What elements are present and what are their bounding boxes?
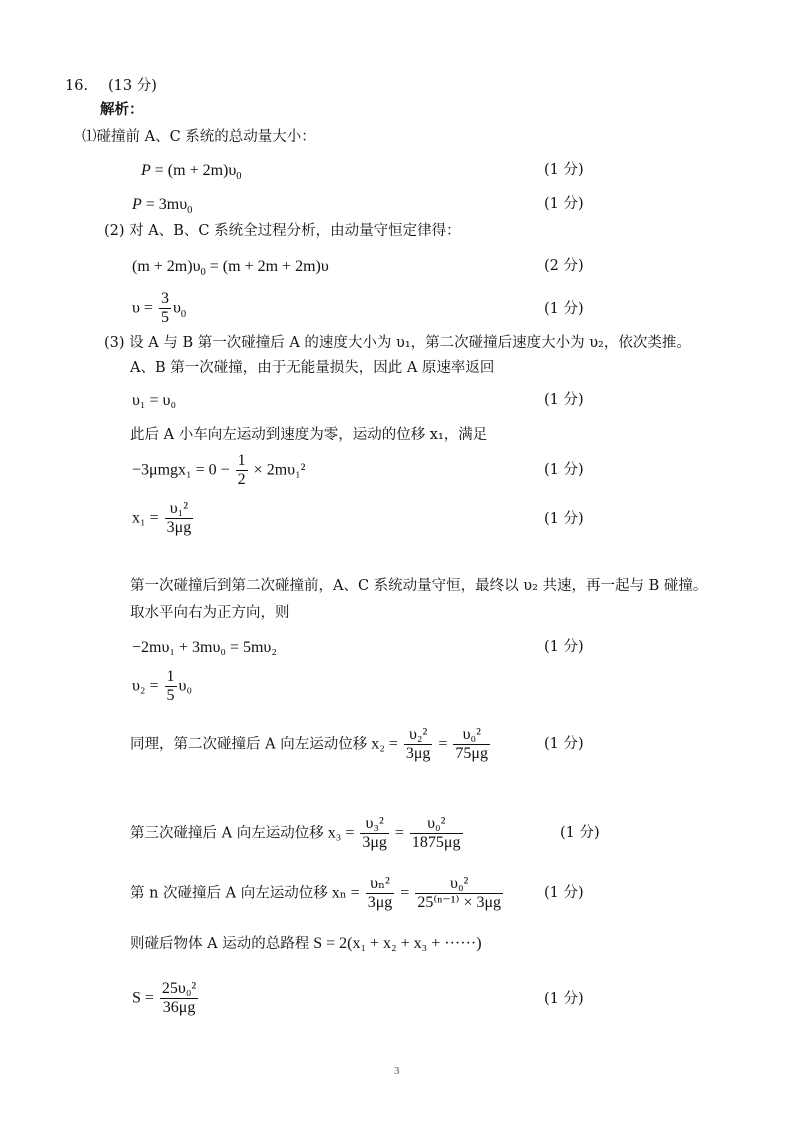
part3-eq6-score: (1 分)	[544, 736, 584, 752]
part3-eq3: x₁ = $\frac{\text{υ₁²}}{3\mu g}$	[132, 500, 192, 537]
part3-eq10: S = $\frac{\text{25υ₀²}}{36\mu g}$	[132, 980, 197, 1017]
part3-eq3-score: (1 分)	[544, 511, 584, 527]
part3-eq8-score: (1 分)	[544, 885, 584, 901]
part3-eq1: υ₁ = υ₀	[132, 392, 177, 409]
part3-eq7: 第三次碰撞后 A 向左运动位移 x₃ = $\frac{\text{υ₃²}}{3\mu g}$ = $\frac{\text{υ₀²}}{1875\mu g}$	[130, 815, 461, 852]
part2-eq1-score: (2 分)	[544, 258, 584, 274]
part2-eq2: υ = $\frac{3}{5}$ $\upsilon_0$	[132, 290, 187, 327]
part3-text1: (3) 设 A 与 B 第一次碰撞后 A 的速度大小为 υ₁，第二次碰撞后速度大小为 υ₂，依次类推。	[104, 335, 691, 351]
page-number: 3	[394, 1065, 400, 1077]
part3-eq4-score: (1 分)	[544, 639, 584, 655]
part3-eq9: 则碰后物体 A 运动的总路程 S = 2(x₁ + x₂ + x₃ + ······)	[130, 935, 482, 952]
part1-eq1-score: (1 分)	[544, 162, 584, 178]
part1-text: ⑴碰撞前 A、C 系统的总动量大小：	[82, 129, 316, 145]
part2-text: (2) 对 A、B、C 系统全过程分析，由动量守恒定律得：	[104, 223, 461, 239]
question-number: 16.	[65, 78, 89, 94]
part3-text2: A、B 第一次碰撞，由于无能量损失，因此 A 原速率返回	[130, 360, 495, 376]
part2-eq1: $(m + 2m)\upsilon_0 = (m + 2m + 2m)\upsilon$	[132, 258, 329, 279]
part1-eq2-score: (1 分)	[544, 196, 584, 212]
analysis-label: 解析：	[100, 101, 144, 118]
part3-eq6: 同理，第二次碰撞后 A 向左运动位移 x₂ = $\frac{\text{υ₂²}}{3\mu g}$ = $\frac{\text{υ₀²}}{75\mu g}$	[130, 726, 488, 763]
part3-eq2: −3μmgx₁ = 0 − $\frac{1}{2}$ × 2mυ₁²	[132, 452, 306, 489]
part1-eq1: $P = (m + 2m)\upsilon_0$	[141, 162, 242, 183]
part3-eq1-score: (1 分)	[544, 392, 584, 408]
part1-eq2: $P = 3m\upsilon_0$	[132, 196, 193, 217]
part3-eq10-score: (1 分)	[544, 991, 584, 1007]
part3-eq7-score: (1 分)	[560, 825, 600, 841]
part3-text5: 取水平向右为正方向，则	[130, 605, 290, 621]
part3-eq2-score: (1 分)	[544, 462, 584, 478]
part3-eq8: 第 n 次碰撞后 A 向左运动位移 xₙ = $\frac{\text{υₙ²}}{3\mu g}$ = $\frac{\text{υ₀²}}{\text{25⁽ⁿ⁻¹⁾ × 3μg}}$	[130, 875, 502, 912]
part3-eq4: −2mυ₁ + 3mυ₀ = 5mυ₂	[132, 639, 277, 656]
part3-eq5: υ₂ = $\frac{1}{5}$ υ₀	[132, 668, 193, 705]
part3-text3: 此后 A 小车向左运动到速度为零，运动的位移 x₁，满足	[130, 427, 488, 443]
part3-text4: 第一次碰撞后到第二次碰撞前，A、C 系统动量守恒，最终以 υ₂ 共速，再一起与 B 碰撞。	[130, 578, 708, 594]
question-points: (13 分)	[108, 78, 157, 94]
part2-eq2-score: (1 分)	[544, 301, 584, 317]
